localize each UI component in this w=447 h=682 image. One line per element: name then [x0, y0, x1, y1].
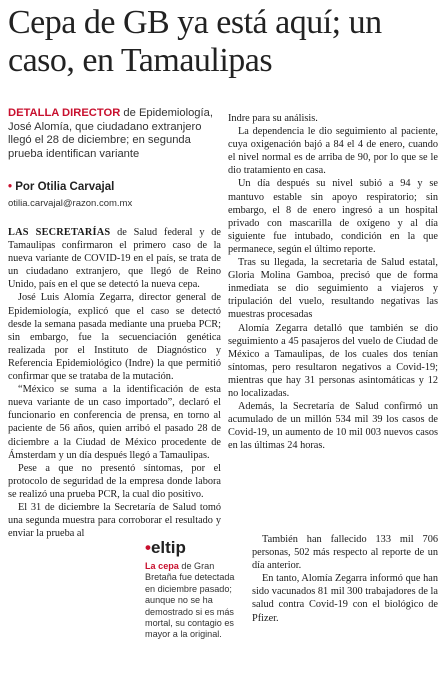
paragraph: Además, la Secretaría de Salud confirmó un acumulado de un millón 534 mil 39 los casos de Covid-19, un aumento de 10 mil 003 nuevos casos en las últimas 24 horas.: [228, 401, 438, 452]
article-column-1: [8, 226, 221, 540]
tip-title: [145, 538, 245, 558]
paragraph: En tanto, Alomía Zegarra informó que han sido vacunados 81 mil 300 trabajadores de la salud contra Covid-19 con el biológico de Pfizer.: [252, 573, 438, 624]
byline-email: otilia.carvajal@razon.com.mx: [8, 198, 133, 209]
paragraph: La dependencia le dio seguimiento al paciente, cuya oxigenación bajó a 84 el 4 de enero, cuando el nivel normal es de arriba de 90, por lo que se le dio tratamiento en casa.: [228, 126, 438, 177]
lead-summary: [8, 107, 221, 161]
paragraph: “México se suma a la identificación de esta nueva variante de un caso importado”, declaró el funcionario en conferencia de prensa, en torno al paciente de 56 años, quien arribó el pasado 28 de diciembre a la Ciudad de México procedente de Ámsterdam y un día después llegó a Tamaulipas.: [8, 384, 221, 461]
paragraph: Tras su llegada, la secretaria de Salud estatal, Gloria Molina Gamboa, precisó que de forma inmediata se dio seguimiento a viajeros y tripulación del vuelo, resultando negativas las muestras procesadas: [228, 257, 438, 321]
paragraph: También han fallecido 133 mil 706 personas, 502 más respecto al reporte de un día anterior.: [252, 534, 438, 572]
headline: Cepa de GB ya está aquí; un caso, en Tamaulipas: [8, 4, 382, 79]
article-column-3: [252, 533, 438, 625]
byline-author: Por Otilia Carvajal: [15, 181, 115, 193]
intro-caps: LAS SECRETARÍAS: [8, 227, 111, 238]
lead-text: de Epidemiología, José Alomía, que ciudadano extranjero llegó el 28 de diciembre; en segunda prueba identifican variante: [8, 107, 213, 160]
paragraph: [8, 226, 221, 291]
paragraph: Alomía Zegarra detalló que también se dio seguimiento a 45 pasajeros del vuelo de Ciudad de México a Tamaulipas, de los cuales dos tenían síntomas, pero resultaron negativos a Covid-19; mientras que hay 31 personas asintomáticas y 12 no localizadas.: [228, 322, 438, 399]
article-column-2: [228, 112, 438, 452]
byline: [8, 181, 114, 193]
intro-text: de Salud federal y de Tamaulipas confirmaron el primero caso de la nueva variante de COVID-19 en el país, se trata de un ciudadano extranjero, que llegó de Reino Unido, país en el que se detectó la nueva cepa.: [8, 227, 221, 291]
tip-sidebar: [145, 538, 245, 641]
byline-bullet: •: [8, 181, 16, 193]
tip-bullet: •: [145, 538, 151, 557]
paragraph: Pese a que no presentó síntomas, por el protocolo de seguridad de la empresa donde labora se realizó una prueba PCR, la cual dio positivo.: [8, 462, 221, 500]
tip-body: de Gran Bretaña fue detectada en diciembre pasado; aunque no se ha demostrado si es más mortal, su contagio es mayor a la original.: [145, 561, 235, 640]
paragraph: José Luis Alomía Zegarra, director general de Epidemiología, explicó que el caso se detectó desde la semana pasada mediante una prueba PCR; sin embargo, fue la secuenciación genética realizada por el Instituto de Diagnóstico y Referencia Epidemiológico (Indre) la que permitió confirmar que se trataba de la mutación.: [8, 292, 221, 383]
tip-text: [145, 561, 245, 641]
paragraph: El 31 de diciembre la Secretaría de Salud tomó una segunda muestra para corroborar el resultado y enviar la prueba al: [8, 501, 221, 540]
tip-kicker: La cepa: [145, 561, 179, 571]
tip-title-text: eltip: [150, 538, 186, 557]
lead-kicker: DETALLA DIRECTOR: [8, 107, 121, 119]
paragraph: Indre para su análisis.: [228, 113, 318, 124]
paragraph: Un día después su nivel subió a 94 y se mantuvo estable sin apoyo respiratorio; sin embargo, el 8 de enero ingresó a un hospital privado con mascarilla de oxígeno y al día siguiente fue intubado, condición en la que permanece, según el último reporte.: [228, 178, 438, 255]
